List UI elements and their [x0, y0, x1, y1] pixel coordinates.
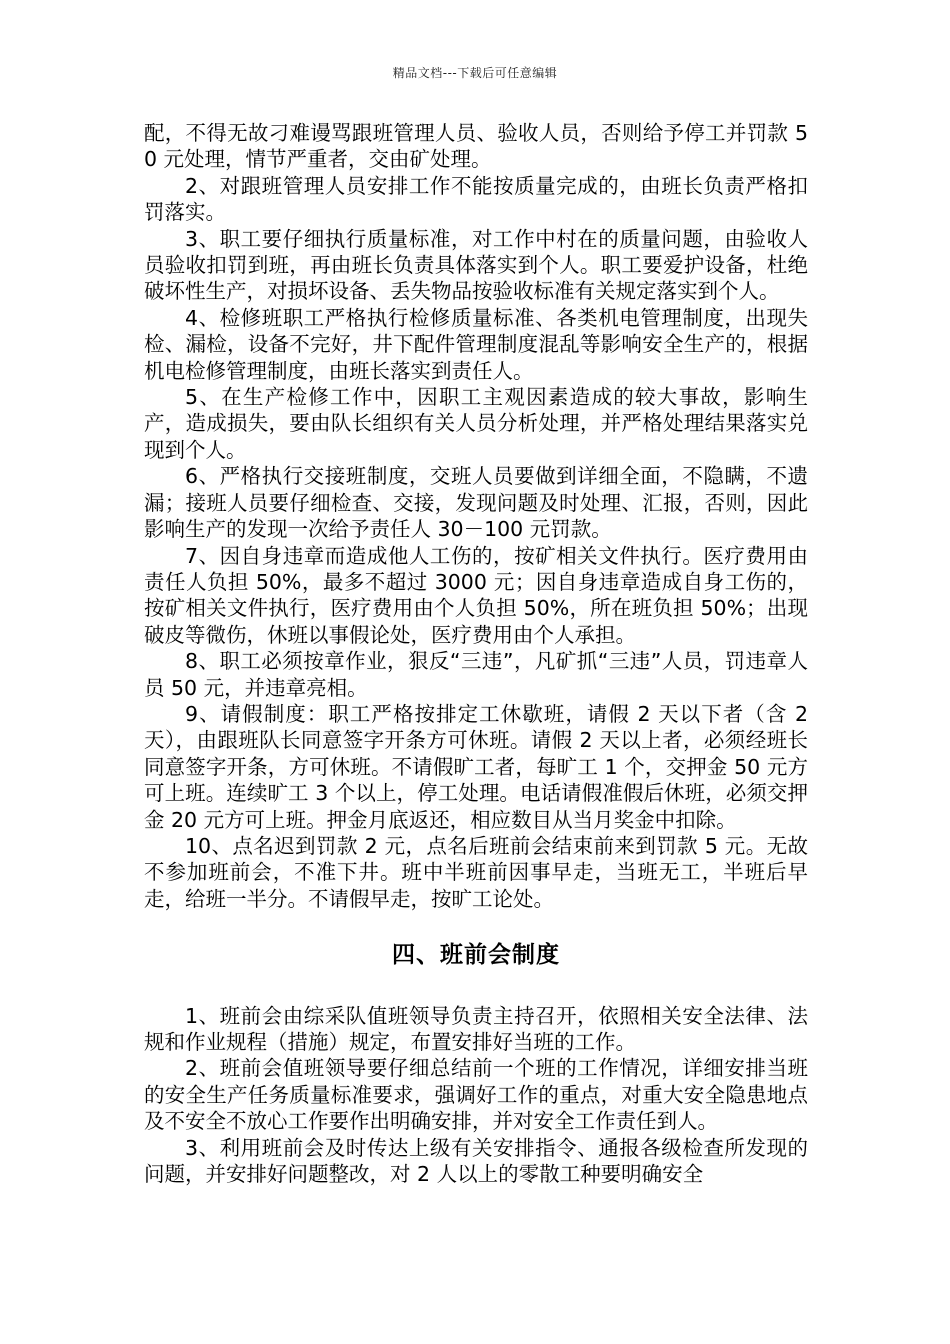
paragraph-item-6: 6、严格执行交接班制度，交班人员要做到详细全面，不隐瞒，不遗漏；接班人员要仔细检查、交接，发现问题及时处理、汇报，否则，因此影响生产的发现一次给予责任人 30－100 元罚款。: [144, 464, 808, 542]
paragraph-item-3: 3、职工要仔细执行质量标准，对工作中村在的质量问题，由验收人员验收扣罚到班，再由班长负责具体落实到个人。职工要爱护设备，杜绝破坏性生产，对损坏设备、丢失物品按验收标准有关规定落实到个人。: [144, 226, 808, 304]
paragraph-item-5: 5、在生产检修工作中，因职工主观因素造成的较大事故，影响生产，造成损失，要由队长组织有关人员分析处理，并严格处理结果落实兑现到个人。: [144, 385, 808, 462]
document-body: [144, 120, 808, 1187]
paragraph-item-9: 9、请假制度：职工严格按排定工休歇班，请假 2 天以下者（含 2 天），由跟班队长同意签字开条方可休班。请假 2 天以上者，必须经班长同意签字开条，方可休班。不请假旷工者，每旷工 1 个，交押金 50 元方可上班。连续旷工 3 个以上，停工处理。电话请假准假后休班，必须交押金 20 元方可上班。押金月底返还，相应数目从当月奖金中扣除。: [144, 701, 808, 832]
meeting-rule-3: 3、利用班前会及时传达上级有关安排指令、通报各级检查所发现的问题，并安排好问题整改，对 2 人以上的零散工种要明确安全: [144, 1135, 808, 1187]
paragraph-item-10: 10、点名迟到罚款 2 元，点名后班前会结束前来到罚款 5 元。无故不参加班前会，不准下井。班中半班前因事早走，当班无工，半班后早走，给班一半分。不请假早走，按旷工论处。: [144, 833, 808, 911]
paragraph-item-7: 7、因自身违章而造成他人工伤的，按矿相关文件执行。医疗费用由责任人负担 50%，最多不超过 3000 元；因自身违章造成自身工伤的，按矿相关文件执行，医疗费用由个人负担 50%，所在班负担 50%；出现破皮等微伤，休班以事假论处，医疗费用由个人承担。: [144, 543, 808, 647]
meeting-rule-1: 1、班前会由综采队值班领导负责主持召开，依照相关安全法律、法规和作业规程（措施）规定，布置安排好当班的工作。: [144, 1003, 808, 1054]
paragraph-continuation: 配，不得无故刁难谩骂跟班管理人员、验收人员，否则给予停工并罚款 50 元处理，情节严重者，交由矿处理。: [144, 121, 808, 172]
paragraph-item-2: 2、对跟班管理人员安排工作不能按质量完成的，由班长负责严格扣罚落实。: [144, 173, 808, 225]
paragraph-item-4: 4、检修班职工严格执行检修质量标准、各类机电管理制度，出现失检、漏检，设备不完好，井下配件管理制度混乱等影响安全生产的，根据机电检修管理制度，由班长落实到责任人。: [144, 305, 808, 383]
section-heading: 四、班前会制度: [392, 942, 560, 969]
paragraph-item-8: 8、职工必须按章作业，狠反“三违”，凡矿抓“三违”人员，罚违章人员 50 元，并违章亮相。: [144, 649, 808, 700]
page-header: 精品文档---下载后可任意编辑: [392, 66, 558, 80]
meeting-rule-2: 2、班前会值班领导要仔细总结前一个班的工作情况，详细安排当班的安全生产任务质量标准要求，强调好工作的重点，对重大安全隐患地点及不安全不放心工作要作出明确安排，并对安全工作责任到人。: [144, 1056, 808, 1134]
